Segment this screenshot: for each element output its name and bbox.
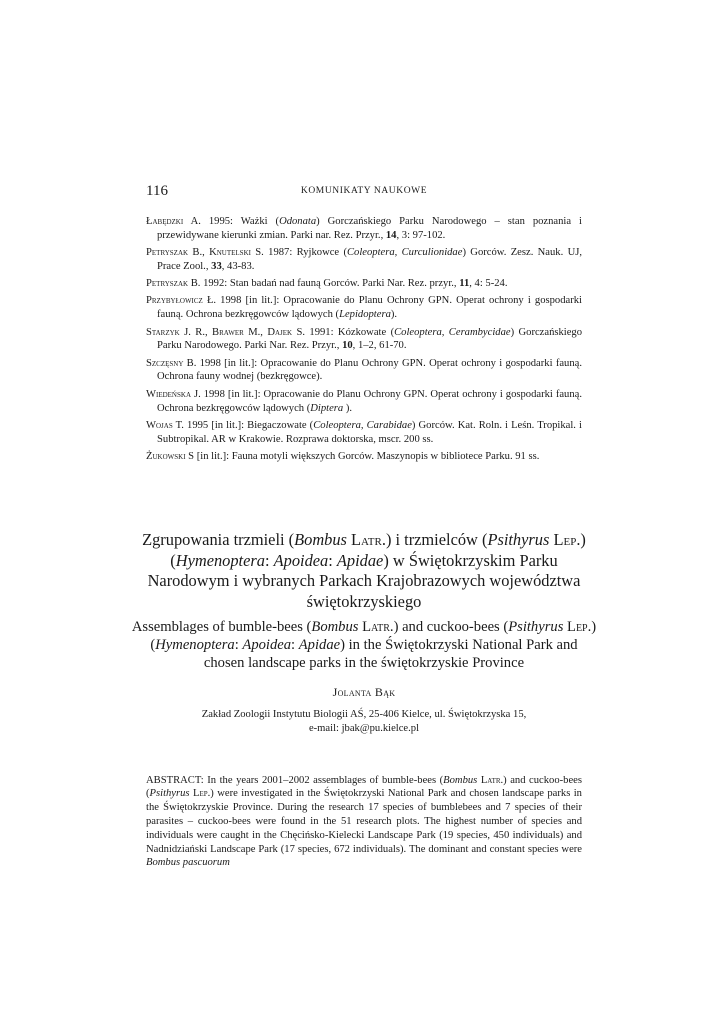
italic-text: Apidae (298, 636, 341, 653)
running-head (146, 183, 582, 203)
bold-text: 10 (342, 340, 353, 352)
small-caps-name: Latr. (362, 619, 394, 635)
text-run: ) Gorców. Zesz. Nauk. UJ, Prace Zool., (157, 247, 582, 272)
text-run: ABSTRACT: In the years 2001–2002 assemblages of bumble-bees ( (146, 774, 444, 786)
text-run: ) and cuckoo-bees ( (146, 774, 582, 800)
text-run: , 3: 97-102. (396, 229, 446, 241)
text-run: : (291, 636, 299, 653)
text-run: Assemblages of bumble-bees ( (131, 619, 312, 635)
small-caps-name: Petryszak B. (146, 247, 203, 259)
text-run: ) ( (150, 619, 597, 653)
italic-text: Apidae (336, 550, 384, 570)
small-caps-name: Łabędzki A. (146, 216, 201, 227)
small-caps-name: Lep. (192, 788, 211, 800)
text-run: ). (390, 309, 398, 321)
reference-entry (146, 326, 582, 354)
small-caps-name: Wojas T. (146, 419, 184, 431)
italic-text: Apoidea (242, 636, 292, 653)
text-run: , 4: 5-24. (469, 278, 508, 290)
affiliation-address: Zakład Zoologii Instytutu Biologii AŚ, 25-406 Kielce, ul. Świętokrzyska 15, (201, 709, 527, 720)
reference-list (146, 215, 582, 467)
italic-text: Psithyrus (149, 788, 190, 800)
abstract (146, 774, 582, 871)
reference-entry (146, 215, 582, 243)
text-run: : (264, 550, 274, 570)
text-run: [in lit.]: Fauna motyli większych Gorców. Maszynopis w bibliotece Parku. 91 ss. (194, 450, 540, 462)
reference-entry (146, 388, 582, 416)
text-run: 1998 [in lit.]: Opracowanie do Planu Ochrony GPN. Operat ochrony i gospodarki fauną. Ochrona bezkręgowców lądowych ( (157, 295, 582, 321)
small-caps-name: Brawer M. (212, 326, 261, 338)
text-run: ) w Świętokrzyskim Parku Narodowym i wybranych Parkach Krajobrazowych województwa świętokrzyskiego (147, 550, 581, 611)
article-title-english (130, 619, 598, 672)
page-number: 116 (146, 183, 168, 199)
reference-entry (146, 246, 582, 274)
text-run: , 1–2, 61-70. (352, 340, 407, 352)
italic-text: Hymenoptera (175, 550, 265, 570)
small-caps-name: Szczęsny B. (146, 357, 197, 369)
small-caps-name: Przybyłowicz Ł. (146, 295, 217, 307)
bold-text: 33 (211, 260, 222, 272)
reference-entry (146, 450, 582, 464)
text-run: , (202, 247, 210, 259)
text-run: ) i trzmielców ( (385, 530, 488, 549)
italic-text: Coleoptera, Carabidae (313, 419, 412, 431)
small-caps-name: Lep. (567, 619, 592, 635)
text-run: 1998 [in lit.]: Opracowanie do Planu Ochrony GPN. Operat ochrony i gospodarki fauną. Ochrona fauny wodnej (bezkręgowce). (157, 357, 582, 383)
italic-text: Odonata (279, 216, 317, 227)
small-caps-name: Lep. (553, 530, 581, 549)
small-caps-name: Latr. (480, 774, 504, 786)
text-run: ) ( (170, 530, 586, 570)
text-run: ) Gorczańskiego Parku Narodowego. Parki Nar. Rez. Przyr., (157, 326, 583, 352)
text-run: 1995: Ważki ( (200, 216, 280, 227)
text-run: 1987: Ryjkowce ( (263, 247, 347, 259)
italic-text: Psithyrus (508, 619, 564, 635)
text-run: ). (343, 402, 353, 414)
running-title: KOMUNIKATY NAUKOWE (300, 186, 428, 196)
italic-text: Bombus (311, 619, 359, 635)
italic-text: Coleoptera, Curculionidae (346, 247, 463, 259)
text-run: ) Gorczańskiego Parku Narodowego – stan poznania i przewidywane kierunki zmian. Parki nar. Rez. Przyr., (157, 216, 582, 241)
italic-text: Diptera (310, 402, 344, 414)
italic-text: Apoidea (273, 550, 329, 570)
text-run: 1995 [in lit.]: Biegaczowate ( (183, 419, 314, 431)
text-run: 1992: Stan badań nad fauną Gorców. Parki Nar. Rez. przyr., (200, 278, 460, 290)
reference-entry (146, 419, 582, 447)
small-caps-name: Dajek S. (267, 326, 306, 338)
author-name: Jolanta Bąk (332, 685, 396, 699)
italic-text: Bombus (294, 530, 347, 549)
italic-text: Bombus pascuorum (146, 857, 230, 869)
italic-text: Coleoptera, Cerambycidae (394, 326, 511, 338)
small-caps-name: Knutelski S. (209, 247, 264, 259)
text-run: , 43-83. (221, 260, 255, 272)
text-run: ) in the Świętokrzyski National Park and chosen landscape parks in the świętokrzyskie Province (203, 636, 578, 671)
small-caps-name: Latr. (351, 530, 386, 549)
text-run: ) and cuckoo-bees ( (393, 619, 509, 635)
affiliation-email: e-mail: jbak@pu.kielce.pl (308, 723, 420, 734)
text-run: ) Gorców. Kat. Roln. i Leśn. Tropikal. i Subtropikal. AR w Krakowie. Rozprawa doktorska, mscr. 200 ss. (157, 419, 582, 445)
italic-text: Lepidoptera (339, 309, 391, 321)
reference-entry (146, 277, 582, 291)
author-affiliation (146, 708, 582, 736)
reference-entry (146, 357, 582, 385)
italic-text: Hymenoptera (155, 636, 235, 653)
text-run: ) were investigated in the Świętokrzyski National Park and chosen landscape parks in the Świętokrzyskie Province. During the research 17 species of bumblebees and 7 species of their parasites – cuckoo-bees were found in the 51 research plots. The highest number of species and individuals were caught in the Chęcińsko-Kielecki Landscape Park (19 species, 450 individuals) and Nadnidziański Landscape Park (17 species, 672 individuals). The dominant and constant species were (146, 788, 582, 855)
italic-text: Bombus (443, 774, 478, 786)
text-run: : (328, 550, 337, 570)
text-run: 1998 [in lit.]: Opracowanie do Planu Ochrony GPN. Operat ochrony i gospodarki fauną. Ochrona bezkręgowców lądowych ( (157, 388, 582, 414)
reference-entry (146, 294, 582, 322)
small-caps-name: Starzyk J. R. (146, 326, 205, 338)
small-caps-name: Petryszak B. (146, 278, 201, 290)
text-run: , (204, 326, 213, 338)
text-run: 1991: Kózkowate ( (305, 326, 395, 338)
text-run: Zgrupowania trzmieli ( (142, 530, 295, 549)
article-title-polish (130, 530, 598, 612)
small-caps-name: Żukowski S (146, 450, 195, 462)
bold-text: 11 (459, 278, 470, 290)
small-caps-name: Wiedeńska J. (146, 388, 201, 400)
italic-text: Psithyrus (487, 530, 550, 549)
article-title-block (130, 530, 598, 672)
bold-text: 14 (385, 229, 397, 241)
text-run: : (234, 636, 243, 653)
text-run: , (260, 326, 268, 338)
